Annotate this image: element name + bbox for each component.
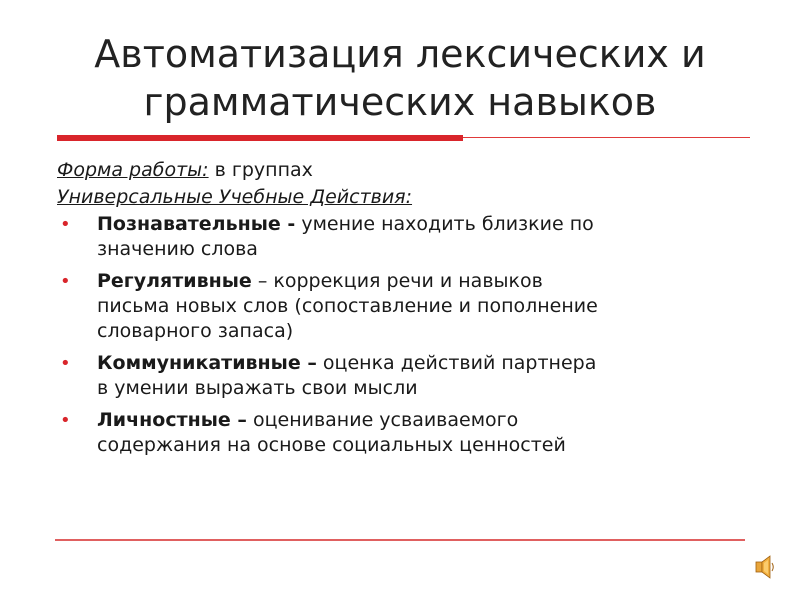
item-text-line-2: значению слова: [97, 238, 258, 260]
item-term: Регулятивные: [97, 270, 252, 292]
form-value: в группах: [208, 159, 313, 181]
item-term: Коммуникативные –: [97, 352, 317, 374]
list-item-communicative: [57, 351, 757, 401]
item-text: оценка действий партнера в умении выражать свои мысли: [97, 352, 597, 399]
item-text: – коррекция речи и навыков письма новых слов (сопоставление и пополнение словарного запаса): [97, 270, 598, 342]
slide-body: [57, 158, 757, 465]
list-item-cognitive: [57, 212, 757, 262]
list-item-regulative: [57, 269, 757, 344]
bullet-icon: •: [60, 214, 71, 235]
bullet-icon: •: [60, 353, 71, 374]
footer-rule: [55, 539, 745, 541]
item-term: Познавательные -: [97, 213, 296, 235]
form-label: Форма работы:: [57, 159, 209, 181]
uud-line: [57, 185, 757, 210]
speaker-icon[interactable]: [755, 554, 775, 580]
bullet-icon: •: [60, 271, 71, 292]
uud-list: [57, 212, 757, 458]
slide-title: [40, 30, 760, 126]
item-term: Личностные –: [97, 409, 247, 431]
title-underline-thick: [57, 135, 463, 141]
form-line: [57, 158, 757, 183]
title-line-2: грамматических навыков: [143, 80, 657, 124]
title-line-1: Автоматизация лексических и: [94, 32, 706, 76]
title-underline-thin: [463, 137, 750, 138]
item-text: оценивание усваиваемого содержания на основе социальных ценностей: [97, 409, 566, 456]
bullet-icon: •: [60, 410, 71, 431]
uud-label: Универсальные Учебные Действия:: [57, 186, 413, 208]
list-item-personal: [57, 408, 757, 458]
item-text-line-1: умение находить близкие по: [295, 213, 594, 235]
